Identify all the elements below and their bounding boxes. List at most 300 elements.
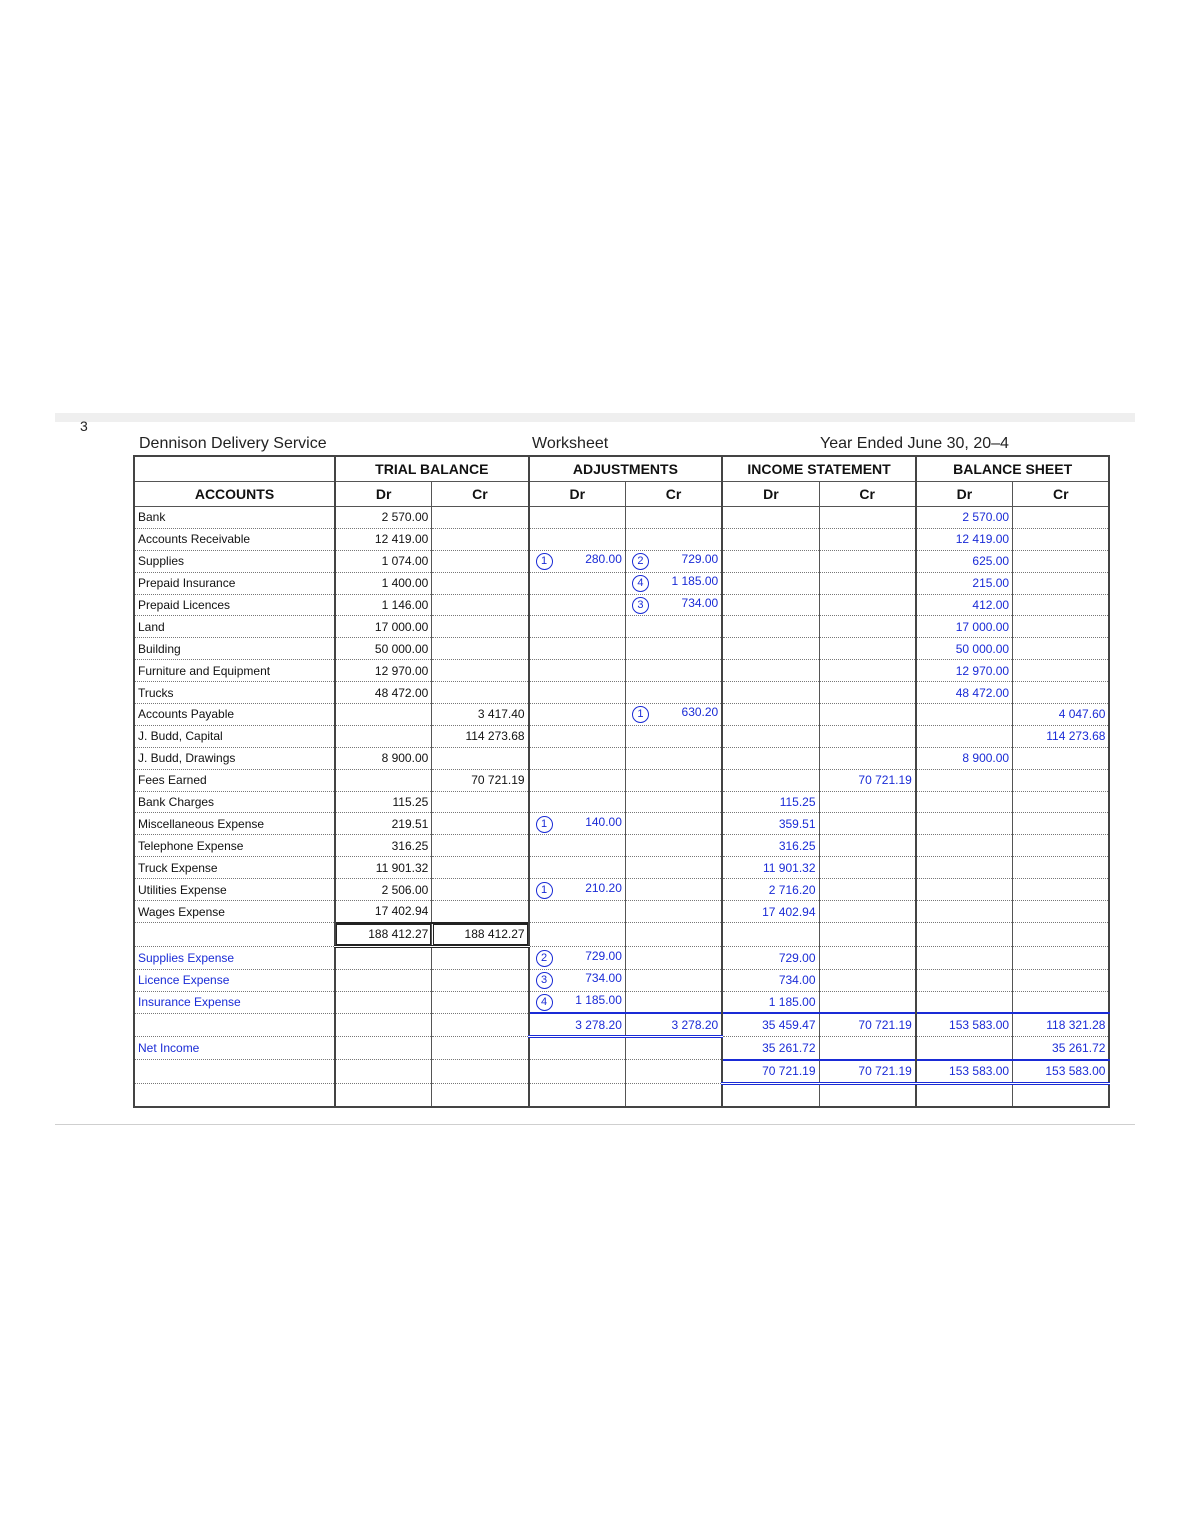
is-dr-cell [722,747,819,769]
bs-dr-header: Dr [916,482,1013,507]
tb-dr-cell: 188 412.27 [335,923,432,946]
tb-cr-cell [432,969,529,991]
tb-cr-header: Cr [432,482,529,507]
is-cr-cell [819,791,916,813]
is-cr-cell [819,991,916,1013]
adjustment-ref-badge: 1 [632,706,649,723]
bs-cr-cell [1013,857,1110,879]
table-row [134,769,1109,791]
tb-dr-cell: 12 419.00 [335,528,432,550]
table-row [134,879,1109,901]
adjustment-amount: 3 278.20 [671,1017,719,1032]
bs-dr-cell: 8 900.00 [916,747,1013,769]
is-cr-cell [819,616,916,638]
adj-dr-cell [529,923,626,946]
tb-cr-cell [432,879,529,901]
tb-cr-cell [432,638,529,660]
is-dr-cell [722,660,819,682]
adj-cr-cell [625,813,722,835]
is-cr-cell [819,1083,916,1106]
tb-dr-cell: 8 900.00 [335,747,432,769]
table-row [134,594,1109,616]
adj-dr-cell [529,835,626,857]
adjustment-amount: 630.20 [681,705,719,720]
adj-dr-cell [529,572,626,594]
period-label: Year Ended June 30, 20–4 [820,435,1009,452]
adj-dr-cell [529,594,626,616]
is-dr-cell [722,725,819,747]
bs-cr-cell [1013,594,1110,616]
is-cr-cell [819,507,916,529]
bs-dr-cell [916,991,1013,1013]
tb-dr-cell [335,1013,432,1036]
tb-cr-cell [432,991,529,1013]
bs-cr-cell [1013,616,1110,638]
account-name: Bank [134,507,335,529]
is-cr-cell [819,923,916,946]
tb-cr-cell [432,1060,529,1083]
balance-sheet-header: BALANCE SHEET [916,456,1110,482]
bs-cr-cell [1013,682,1110,704]
bs-cr-cell [1013,1083,1110,1106]
bs-dr-cell: 50 000.00 [916,638,1013,660]
tb-cr-cell [432,594,529,616]
is-cr-cell [819,682,916,704]
tb-cr-cell [432,1083,529,1106]
bs-cr-cell [1013,879,1110,901]
bs-cr-cell [1013,660,1110,682]
account-name: Supplies Expense [134,946,335,969]
is-cr-cell: 70 721.19 [819,769,916,791]
adj-cr-cell [625,1083,722,1106]
bs-cr-cell: 35 261.72 [1013,1037,1110,1060]
bs-cr-cell [1013,550,1110,572]
table-row [134,528,1109,550]
is-dr-cell: 35 459.47 [722,1013,819,1036]
adjustment-amount: 280.00 [585,552,622,567]
tb-dr-cell [335,1083,432,1106]
account-name [134,923,335,946]
is-cr-cell [819,946,916,969]
is-cr-cell [819,594,916,616]
is-cr-cell: 70 721.19 [819,1060,916,1083]
tb-dr-cell: 1 074.00 [335,550,432,572]
adj-dr-cell [529,1037,626,1060]
account-name: Prepaid Insurance [134,572,335,594]
table-row [134,813,1109,835]
income-statement-header: INCOME STATEMENT [722,456,916,482]
bs-cr-cell [1013,507,1110,529]
bs-cr-cell: 4 047.60 [1013,704,1110,726]
bs-dr-cell: 625.00 [916,550,1013,572]
is-dr-cell: 17 402.94 [722,901,819,923]
adj-cr-cell [625,704,722,726]
adj-dr-cell [529,725,626,747]
account-name [134,1013,335,1036]
adjustment-amount: 734.00 [585,971,622,986]
adjustment-amount: 140.00 [585,814,622,829]
tb-dr-cell [335,769,432,791]
bs-dr-cell: 215.00 [916,572,1013,594]
bs-cr-cell [1013,946,1110,969]
is-cr-cell [819,725,916,747]
is-dr-cell: 11 901.32 [722,857,819,879]
adj-dr-cell [529,528,626,550]
is-cr-cell [819,550,916,572]
is-dr-cell [722,616,819,638]
accounts-header: ACCOUNTS [134,482,335,507]
adj-cr-cell [625,835,722,857]
is-dr-cell: 35 261.72 [722,1037,819,1060]
bs-dr-cell [916,1037,1013,1060]
account-name: Telephone Expense [134,835,335,857]
bs-cr-cell [1013,528,1110,550]
tb-dr-cell: 2 570.00 [335,507,432,529]
table-row [134,991,1109,1013]
tb-dr-cell: 1 400.00 [335,572,432,594]
table-row [134,835,1109,857]
table-row [134,704,1109,726]
tb-cr-cell [432,682,529,704]
bs-cr-cell [1013,572,1110,594]
adj-dr-cell [529,813,626,835]
tb-dr-cell: 2 506.00 [335,879,432,901]
is-dr-cell [722,528,819,550]
account-name: Building [134,638,335,660]
tb-dr-cell: 17 402.94 [335,901,432,923]
adj-cr-cell [625,879,722,901]
account-name: Truck Expense [134,857,335,879]
tb-cr-cell [432,747,529,769]
tb-cr-cell: 114 273.68 [432,725,529,747]
adj-dr-cell [529,747,626,769]
is-cr-cell [819,747,916,769]
adj-dr-header: Dr [529,482,626,507]
trial-balance-header: TRIAL BALANCE [335,456,529,482]
tb-dr-cell [335,725,432,747]
is-dr-cell [722,769,819,791]
is-cr-cell [819,660,916,682]
adj-dr-cell [529,1060,626,1083]
tb-dr-cell [335,1037,432,1060]
table-row [134,747,1109,769]
tb-cr-cell [432,528,529,550]
adj-cr-cell [625,923,722,946]
tb-cr-cell [432,550,529,572]
table-row [134,507,1109,529]
bs-dr-cell [916,1083,1013,1106]
bs-cr-cell [1013,901,1110,923]
adjustment-amount: 210.20 [585,880,622,895]
is-cr-cell [819,1037,916,1060]
account-name: J. Budd, Drawings [134,747,335,769]
adj-dr-cell [529,1083,626,1106]
tb-dr-cell: 1 146.00 [335,594,432,616]
tb-cr-cell [432,901,529,923]
adj-dr-cell [529,791,626,813]
bs-dr-cell [916,791,1013,813]
bs-dr-cell [916,857,1013,879]
account-name [134,1083,335,1106]
account-name: Miscellaneous Expense [134,813,335,835]
bs-dr-cell: 48 472.00 [916,682,1013,704]
account-name: Furniture and Equipment [134,660,335,682]
account-name: Bank Charges [134,791,335,813]
adj-dr-cell [529,638,626,660]
is-cr-cell [819,638,916,660]
tb-dr-cell: 219.51 [335,813,432,835]
bs-cr-cell: 153 583.00 [1013,1060,1110,1083]
adj-cr-cell [625,682,722,704]
adjustments-header: ADJUSTMENTS [529,456,723,482]
tb-cr-cell [432,616,529,638]
bs-dr-cell [916,879,1013,901]
bs-dr-cell: 153 583.00 [916,1060,1013,1083]
tb-cr-cell [432,946,529,969]
tb-dr-cell [335,991,432,1013]
adj-dr-cell [529,682,626,704]
adjustment-amount: 734.00 [681,596,719,610]
adjustment-amount: 1 185.00 [671,574,719,589]
adj-dr-cell [529,550,626,572]
adj-cr-cell [625,901,722,923]
is-dr-cell: 734.00 [722,969,819,991]
adj-cr-cell [625,769,722,791]
tb-cr-cell: 70 721.19 [432,769,529,791]
tb-dr-cell [335,704,432,726]
adj-cr-cell [625,946,722,969]
adj-dr-cell [529,704,626,726]
adj-dr-cell [529,879,626,901]
is-cr-cell [819,813,916,835]
is-cr-cell [819,901,916,923]
adjustment-amount: 729.00 [681,552,719,567]
bs-dr-cell [916,901,1013,923]
adjustment-ref-badge: 1 [536,553,553,570]
table-row [134,969,1109,991]
adj-cr-cell [625,791,722,813]
tb-cr-cell [432,791,529,813]
table-row [134,572,1109,594]
adj-dr-cell [529,857,626,879]
adj-cr-cell [625,594,722,616]
tb-dr-header: Dr [335,482,432,507]
adj-cr-cell [625,528,722,550]
is-dr-cell: 1 185.00 [722,991,819,1013]
adj-dr-cell [529,1013,626,1036]
adj-cr-cell [625,507,722,529]
page-number: 3 [80,418,88,434]
is-cr-header: Cr [819,482,916,507]
tb-dr-cell [335,969,432,991]
is-dr-cell [722,638,819,660]
adj-cr-cell [625,572,722,594]
is-dr-cell [722,507,819,529]
account-name: Net Income [134,1037,335,1060]
is-cr-cell [819,704,916,726]
account-name: Licence Expense [134,969,335,991]
adjustment-amount: 1 185.00 [575,993,622,1008]
adjustment-ref-badge: 4 [536,994,553,1011]
is-cr-cell [819,969,916,991]
bs-dr-cell: 17 000.00 [916,616,1013,638]
tb-cr-cell: 188 412.27 [432,923,529,946]
adj-dr-cell [529,660,626,682]
tb-dr-cell: 48 472.00 [335,682,432,704]
bs-dr-cell [916,969,1013,991]
bs-dr-cell [916,835,1013,857]
account-name: Insurance Expense [134,991,335,1013]
is-cr-cell [819,835,916,857]
bs-cr-cell [1013,747,1110,769]
bs-dr-cell [916,813,1013,835]
bs-cr-cell [1013,969,1110,991]
is-dr-cell [722,594,819,616]
adjustment-ref-badge: 3 [632,597,649,614]
bs-cr-cell [1013,835,1110,857]
is-dr-cell [722,704,819,726]
is-dr-cell: 2 716.20 [722,879,819,901]
bs-dr-cell [916,725,1013,747]
worksheet-title: Worksheet [532,435,609,452]
is-cr-cell [819,572,916,594]
adj-cr-cell [625,991,722,1013]
account-name: J. Budd, Capital [134,725,335,747]
bs-cr-cell [1013,791,1110,813]
is-cr-cell [819,879,916,901]
adj-dr-cell [529,901,626,923]
table-row [134,616,1109,638]
adj-dr-cell [529,991,626,1013]
is-dr-header: Dr [722,482,819,507]
adj-dr-cell [529,946,626,969]
adj-cr-cell [625,747,722,769]
bs-cr-cell: 114 273.68 [1013,725,1110,747]
adjustment-ref-badge: 2 [632,553,649,570]
table-row [134,946,1109,969]
adjustment-amount: 729.00 [585,948,622,963]
table-row [134,660,1109,682]
bs-cr-cell [1013,923,1110,946]
bs-dr-cell [916,704,1013,726]
table-row [134,1037,1109,1060]
tb-cr-cell [432,1037,529,1060]
table-row [134,638,1109,660]
account-name: Fees Earned [134,769,335,791]
account-name: Prepaid Licences [134,594,335,616]
table-row [134,857,1109,879]
accounts-header-blank [134,456,335,482]
tb-dr-cell: 11 901.32 [335,857,432,879]
bs-cr-cell [1013,813,1110,835]
bs-dr-cell: 12 419.00 [916,528,1013,550]
is-dr-cell: 729.00 [722,946,819,969]
table-row [134,1013,1109,1036]
bs-cr-cell: 118 321.28 [1013,1013,1110,1036]
bs-dr-cell [916,946,1013,969]
adjustment-ref-badge: 1 [536,816,553,833]
is-dr-cell [722,550,819,572]
is-dr-cell [722,923,819,946]
is-dr-cell: 316.25 [722,835,819,857]
adj-dr-cell [529,616,626,638]
page-top-band [55,413,1135,422]
adjustment-ref-badge: 4 [632,575,649,592]
adj-dr-cell [529,507,626,529]
account-name: Accounts Receivable [134,528,335,550]
table-row [134,1083,1109,1106]
bs-dr-cell [916,769,1013,791]
tb-dr-cell: 17 000.00 [335,616,432,638]
tb-dr-cell: 12 970.00 [335,660,432,682]
adj-cr-cell [625,616,722,638]
bs-dr-cell: 2 570.00 [916,507,1013,529]
tb-cr-cell [432,507,529,529]
worksheet-table [133,455,1110,1108]
adj-dr-cell [529,969,626,991]
table-row [134,901,1109,923]
tb-cr-cell [432,660,529,682]
adj-cr-cell [625,660,722,682]
is-dr-cell: 70 721.19 [722,1060,819,1083]
is-cr-cell: 70 721.19 [819,1013,916,1036]
table-row [134,1060,1109,1083]
is-dr-cell [722,1083,819,1106]
tb-cr-cell [432,835,529,857]
account-name: Trucks [134,682,335,704]
adj-cr-cell [625,1037,722,1060]
adj-cr-cell [625,1060,722,1083]
tb-dr-cell: 115.25 [335,791,432,813]
adjustment-ref-badge: 3 [536,972,553,989]
account-name: Land [134,616,335,638]
bs-cr-header: Cr [1013,482,1110,507]
bs-dr-cell: 412.00 [916,594,1013,616]
is-dr-cell [722,572,819,594]
adj-cr-cell [625,638,722,660]
bs-cr-cell [1013,638,1110,660]
tb-cr-cell [432,572,529,594]
tb-cr-cell [432,813,529,835]
is-dr-cell [722,682,819,704]
bs-dr-cell: 12 970.00 [916,660,1013,682]
adj-cr-cell [625,969,722,991]
bs-cr-cell [1013,991,1110,1013]
table-row [134,550,1109,572]
bs-dr-cell: 153 583.00 [916,1013,1013,1036]
account-name: Supplies [134,550,335,572]
is-cr-cell [819,528,916,550]
account-name [134,1060,335,1083]
is-dr-cell: 115.25 [722,791,819,813]
account-name: Accounts Payable [134,704,335,726]
table-row [134,682,1109,704]
adj-cr-header: Cr [625,482,722,507]
adj-cr-cell [625,1013,722,1036]
adjustment-amount: 3 278.20 [575,1017,622,1032]
account-name: Utilities Expense [134,879,335,901]
tb-cr-cell [432,1013,529,1036]
bs-dr-cell [916,923,1013,946]
is-dr-cell: 359.51 [722,813,819,835]
tb-cr-cell [432,857,529,879]
is-cr-cell [819,857,916,879]
tb-dr-cell: 316.25 [335,835,432,857]
page-bottom-rule [55,1124,1135,1125]
tb-dr-cell: 50 000.00 [335,638,432,660]
table-row [134,791,1109,813]
adjustment-ref-badge: 2 [536,950,553,967]
